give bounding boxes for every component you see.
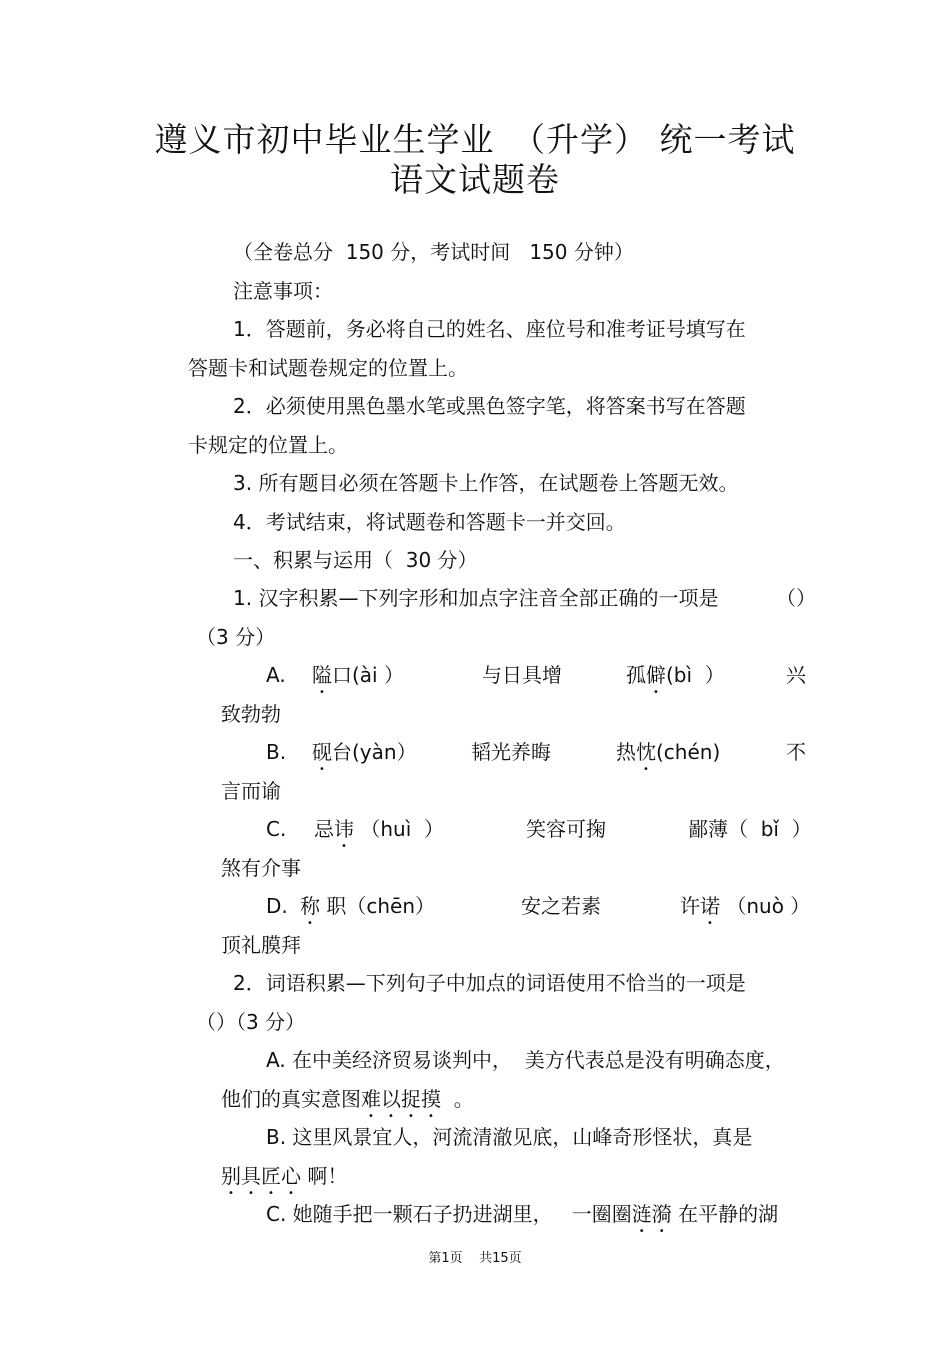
page-footer: 第1页 共15页: [428, 1251, 522, 1266]
notice-item-1: 1．答题前，务必将自己的姓名、座位号和准考证号填写在: [233, 317, 746, 341]
q2-option-a: A. 在中美经济贸易谈判中， 美方代表总是没有明确态度，: [266, 1048, 785, 1072]
notice-item-2-cont: 卡规定的位置上。: [188, 433, 348, 457]
text-pre: 他们的真实意图: [221, 1087, 361, 1111]
q1-option-a-word-2: 与日具增: [482, 663, 562, 687]
word-pre: 孤: [626, 663, 646, 687]
q1-option-d-word-2: 安之若素: [521, 894, 601, 918]
word-pre: 忌: [314, 817, 334, 841]
section-heading-1: 一、积累与运用（ 30 分）: [233, 548, 478, 572]
word-rest: 台(yàn）: [332, 740, 417, 764]
q1-option-b-word-3: [616, 740, 720, 775]
emphasis-dot-char: 称: [300, 894, 320, 918]
notice-heading: 注意事项：: [233, 279, 333, 303]
emphasis-dot-char: 讳: [334, 817, 354, 841]
text-post: 。: [441, 1087, 474, 1111]
emphasis-dot-phrase: 难以捉摸: [361, 1087, 441, 1111]
text-post: 啊！: [301, 1164, 348, 1188]
word-rest: （huì ）: [354, 817, 444, 841]
q1-option-b-cont: 言而谕: [221, 779, 281, 803]
question-1-answer-paren: （）: [776, 586, 816, 610]
q2-option-b-cont: [221, 1164, 347, 1199]
q1-option-a-word-3: [626, 663, 725, 698]
notice-item-3: 3. 所有题目必须在答题卡上作答，在试题卷上答题无效。: [233, 471, 739, 495]
q2-option-b: B. 这里风景宜人，河流清澈见底，山峰奇形怪状，真是: [266, 1125, 753, 1149]
q2-option-a-cont: [221, 1087, 474, 1122]
question-1-stem: 1. 汉字积累—下列字形和加点字注音全部正确的一项是: [233, 586, 719, 610]
notice-item-1-cont: 答题卡和试题卷规定的位置上。: [188, 356, 468, 380]
emphasis-dot-char: 隘: [312, 663, 332, 687]
word-rest: (chén): [656, 740, 721, 764]
q1-option-a-label: A.: [266, 663, 286, 687]
q1-option-c-word-3: 鄙薄（ bǐ ）: [688, 817, 812, 841]
q2-option-c: [266, 1202, 778, 1237]
question-1-score: （3 分）: [196, 625, 276, 649]
q1-option-c-cont: 煞有介事: [221, 856, 301, 880]
word-rest: 口(ài ）: [332, 663, 404, 687]
q1-option-a-cont: 致勃勃: [221, 702, 281, 726]
question-2-score: （）（3 分）: [196, 1010, 306, 1034]
emphasis-dot-char: 忱: [636, 740, 656, 764]
emphasis-dot-phrase: 涟漪: [631, 1202, 672, 1226]
q1-option-c-word-1: [314, 817, 444, 852]
exam-info: （全卷总分 150 分，考试时间 150 分钟）: [233, 240, 634, 264]
q1-option-a-word-1: [312, 663, 404, 698]
emphasis-dot-phrase: 别具匠心: [221, 1164, 301, 1188]
q1-option-d-word-1: [300, 894, 435, 929]
emphasis-dot-char: 诺: [700, 894, 720, 918]
q1-option-b-label: B.: [266, 740, 287, 764]
q1-option-d-label: D.: [266, 894, 288, 918]
word-rest: (bì ）: [666, 663, 725, 687]
notice-item-2: 2．必须使用黑色墨水笔或黑色签字笔，将答案书写在答题: [233, 394, 746, 418]
word-pre: 许: [680, 894, 700, 918]
q1-option-c-word-2: 笑容可掬: [526, 817, 606, 841]
notice-item-4: 4．考试结束，将试题卷和答题卡一并交回。: [233, 510, 626, 534]
word-rest: 职（chēn）: [320, 894, 436, 918]
exam-title-line-2: 语文试题卷: [390, 160, 560, 199]
q1-option-c-label: C.: [266, 817, 287, 841]
question-2-stem: 2．词语积累—下列句子中加点的词语使用不恰当的一项是: [233, 971, 746, 995]
word-pre: 热: [616, 740, 636, 764]
q1-option-d-word-3: [680, 894, 810, 929]
q1-option-b-word-4: 不: [786, 740, 806, 764]
word-rest: （nuò ）: [720, 894, 811, 918]
text-pre: C. 她随手把一颗石子扔进湖里， 一圈圈: [266, 1202, 632, 1226]
q1-option-a-word-4: 兴: [786, 663, 806, 687]
q1-option-b-word-1: [312, 740, 417, 775]
q1-option-d-cont: 顶礼膜拜: [221, 933, 301, 957]
q1-option-b-word-2: 韬光养晦: [471, 740, 551, 764]
exam-title-line-1: 遵义市初中毕业生学业 （升学） 统一考试: [154, 120, 796, 159]
emphasis-dot-char: 砚: [312, 740, 332, 764]
emphasis-dot-char: 僻: [646, 663, 666, 687]
text-post: 在平静的湖: [671, 1202, 779, 1226]
